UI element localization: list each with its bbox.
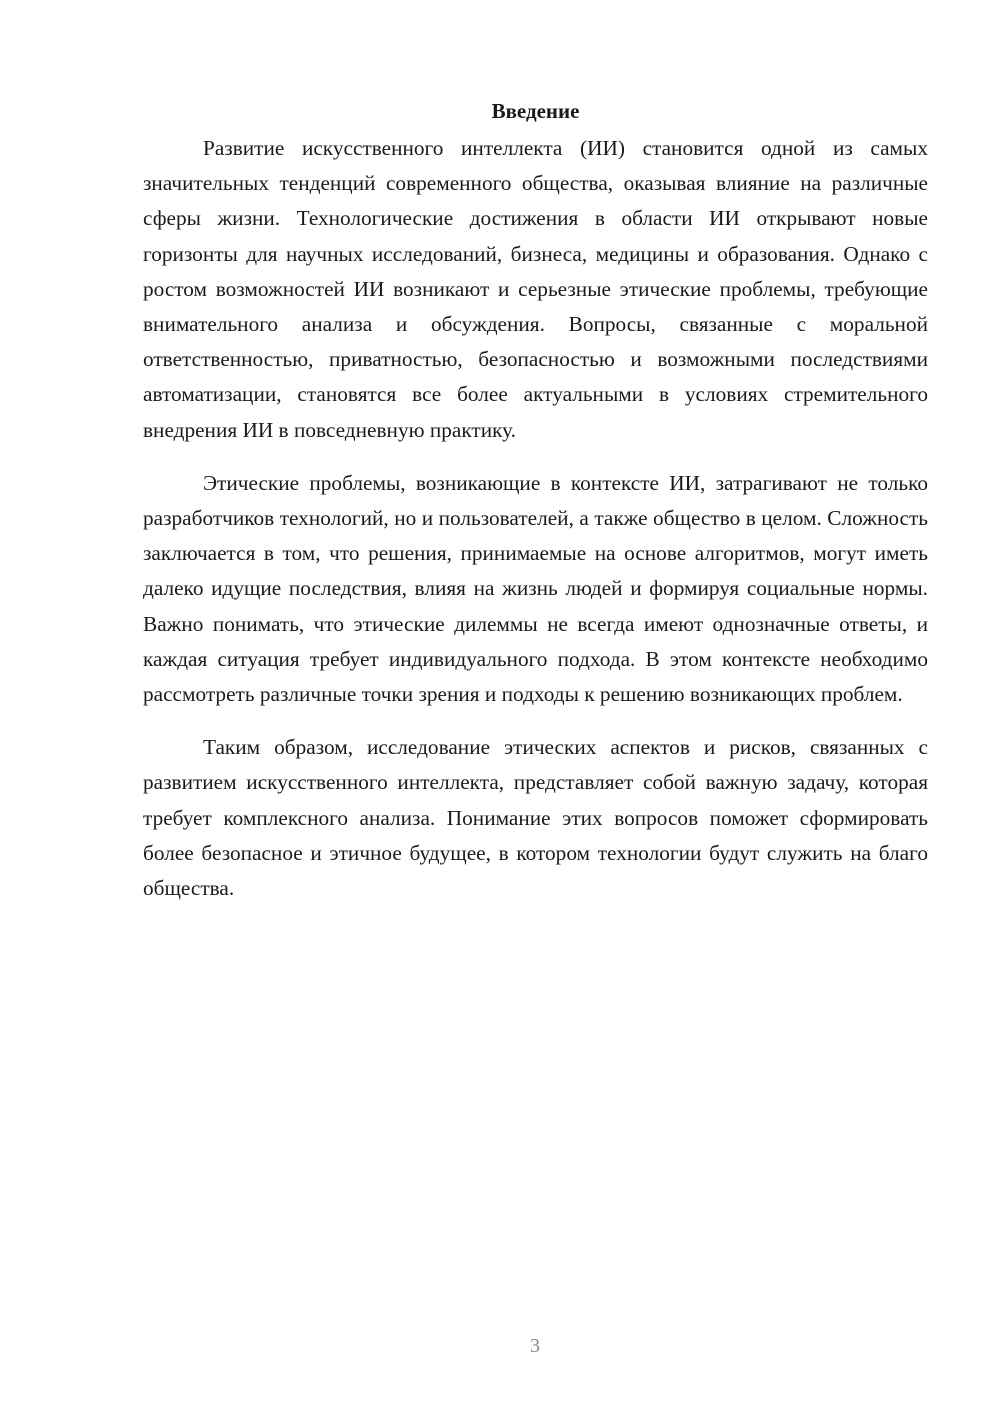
page-content <box>143 95 928 924</box>
paragraph-1: Развитие искусственного интеллекта (ИИ) становится одной из самых значительных тенденций современного общества, оказывая влияние на различные сферы жизни. Технологические достижения в области ИИ открывают новые горизонты для научных исследований, бизнеса, медицины и образования. Однако с ростом возможностей ИИ возникают и серьезные этические проблемы, требующие внимательного анализа и обсуждения. Вопросы, связанные с моральной ответственностью, приватностью, безопасностью и возможными последствиями автоматизации, становятся все более актуальными в условиях стремительного внедрения ИИ в повседневную практику. <box>143 136 928 442</box>
page-number: 3 <box>530 1335 540 1357</box>
paragraph-2: Этические проблемы, возникающие в контексте ИИ, затрагивают не только разработчиков технологий, но и пользователей, а также общество в целом. Сложность заключается в том, что решения, принимаемые на основе алгоритмов, могут иметь далеко идущие последствия, влияя на жизнь людей и формируя социальные нормы. Важно понимать, что этические дилеммы не всегда имеют однозначные ответы, и каждая ситуация требует индивидуального подхода. В этом контексте необходимо рассмотреть различные точки зрения и подходы к решению возникающих проблем. <box>143 470 928 707</box>
paragraph-3: Таким образом, исследование этических аспектов и рисков, связанных с развитием искусственного интеллекта, представляет собой важную задачу, которая требует комплексного анализа. Понимание этих вопросов поможет сформировать более безопасное и этичное будущее, в котором технологии будут служить на благо общества. <box>143 735 928 901</box>
section-title: Введение <box>491 99 580 123</box>
